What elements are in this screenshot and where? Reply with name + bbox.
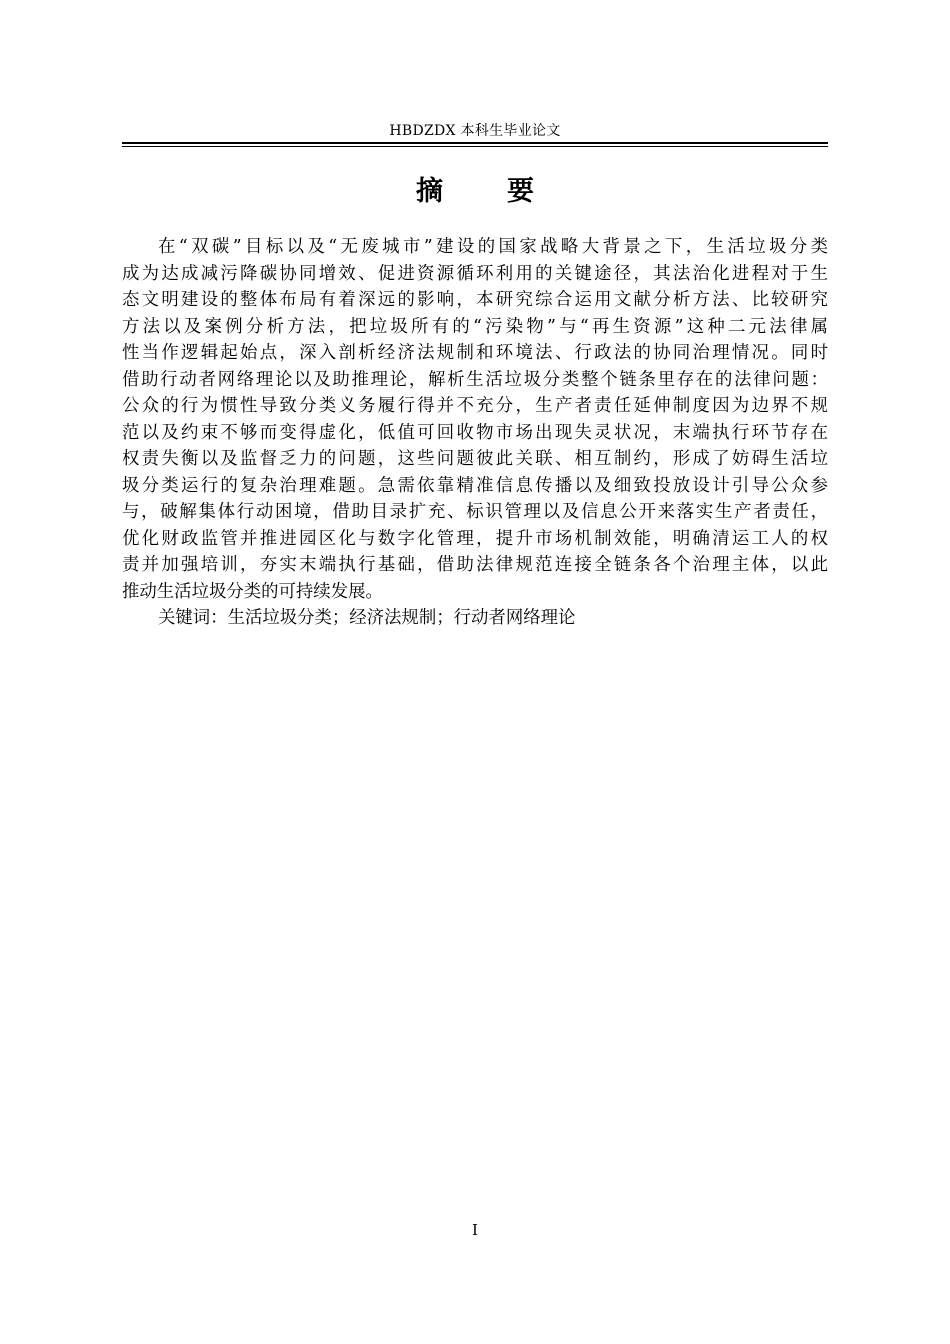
- abstract-line-5: 性当作逻辑起始点，深入剖析经济法规制和环境法、行政法的协同治理情况。同时: [122, 343, 828, 363]
- abstract-line-6: 借助行动者网络理论以及助推理论，解析生活垃圾分类整个链条里存在的法律问题：: [122, 369, 828, 390]
- abstract-line-11: 与，破解集体行动困境，借助目录扩充、标识管理以及信息公开来落实生产者责任，: [122, 502, 828, 522]
- header-rule-thick: [122, 142, 828, 144]
- abstract-line-8: 范以及约束不够而变得虚化，低值可回收物市场出现失灵状况，末端执行环节存在: [122, 422, 828, 443]
- abstract-line-10: 圾分类运行的复杂治理难题。急需依靠精准信息传播以及细致投放设计引导公众参: [122, 475, 828, 496]
- running-header: HBDZDX 本科生毕业论文: [389, 123, 561, 139]
- page-number: I: [472, 1221, 478, 1239]
- abstract-title-char-2: 要: [507, 176, 534, 207]
- abstract-line-9: 权责失衡以及监督乏力的问题，这些问题彼此关联、相互制约，形成了妨碍生活垃: [122, 449, 828, 469]
- abstract-line-1: 在“双碳”目标以及“无废城市”建设的国家战略大背景之下，生活垃圾分类: [158, 237, 828, 257]
- abstract-line-13: 责并加强培训，夯实末端执行基础，借助法律规范连接全链条各个治理主体，以此: [122, 555, 828, 575]
- abstract-line-4: 方法以及案例分析方法，把垃圾所有的“污染物”与“再生资源”这种二元法律属: [122, 316, 828, 337]
- abstract-line-7: 公众的行为惯性导致分类义务履行得并不充分，生产者责任延伸制度因为边界不规: [122, 396, 828, 416]
- header-rule-thin: [122, 146, 828, 147]
- abstract-line-12: 优化财政监管并推进园区化与数字化管理，提升市场机制效能，明确清运工人的权: [122, 528, 828, 549]
- abstract-line-3: 态文明建设的整体布局有着深远的影响，本研究综合运用文献分析方法、比较研究: [122, 290, 828, 310]
- abstract-title-char-1: 摘: [416, 176, 443, 207]
- keywords-line: 关键词：生活垃圾分类；经济法规制；行动者网络理论: [158, 608, 576, 628]
- abstract-line-14: 推动生活垃圾分类的可持续发展。: [122, 581, 383, 602]
- abstract-body: [122, 234, 828, 632]
- abstract-title: [122, 175, 828, 209]
- abstract-line-2: 成为达成减污降碳协同增效、促进资源循环利用的关键途径，其法治化进程对于生: [122, 263, 828, 284]
